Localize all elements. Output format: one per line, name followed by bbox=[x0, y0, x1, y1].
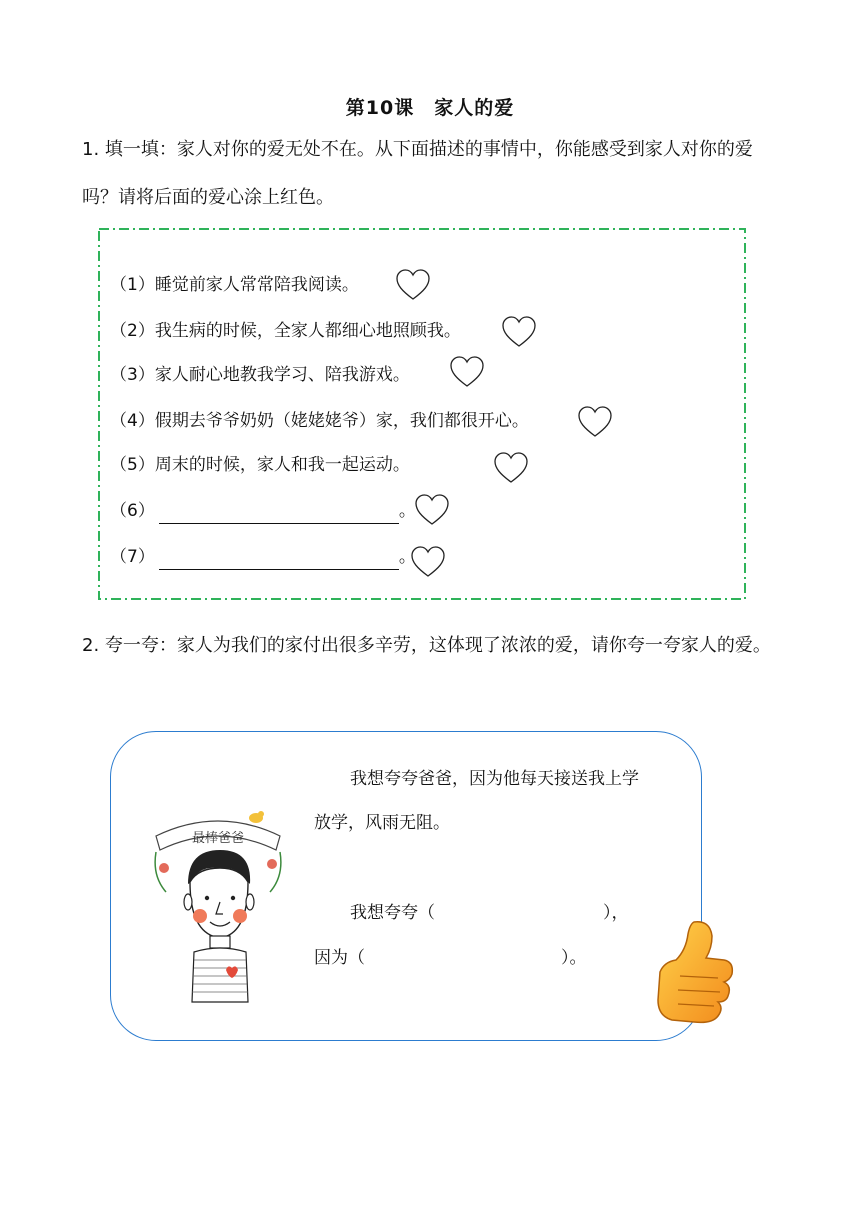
fill-blank[interactable] bbox=[159, 551, 399, 570]
heart-outline-icon[interactable] bbox=[494, 452, 528, 484]
list-item: （2）我生病的时候，全家人都细心地照顾我。 bbox=[110, 321, 461, 341]
fill-line-1: 我想夸夸（ ）， bbox=[350, 903, 629, 923]
list-item: （3）家人耐心地教我学习、陪我游戏。 bbox=[110, 365, 410, 385]
best-dad-illustration bbox=[148, 806, 288, 1006]
heart-outline-icon[interactable] bbox=[411, 546, 445, 578]
heart-outline-icon[interactable] bbox=[396, 269, 430, 301]
banner-label: 最棒爸爸 bbox=[191, 831, 245, 846]
heart-outline-icon[interactable] bbox=[502, 316, 536, 348]
question-1-prompt: 1. 填一填：家人对你的爱无处不在。从下面描述的事情中，你能感受到家人对你的爱吗？请将后面的爱心涂上红色。 bbox=[82, 139, 753, 208]
list-item: （4）假期去爷爷奶奶（姥姥姥爷）家，我们都很开心。 bbox=[110, 411, 529, 431]
question-2-prompt: 2. 夸一夸：家人为我们的家付出很多辛劳，这体现了浓浓的爱，请你夸一夸家人的爱。 bbox=[82, 635, 771, 656]
list-item: （7） 。 bbox=[110, 544, 416, 570]
example-line-2: 放学，风雨无阻。 bbox=[314, 813, 450, 833]
list-item: （5）周末的时候，家人和我一起运动。 bbox=[110, 455, 410, 475]
heart-outline-icon[interactable] bbox=[578, 406, 612, 438]
list-item: （1）睡觉前家人常常陪我阅读。 bbox=[110, 275, 359, 295]
thumbs-up-icon bbox=[654, 916, 736, 1026]
list-item: （6） 。 bbox=[110, 498, 416, 524]
fill-blank[interactable] bbox=[159, 505, 399, 524]
example-line-1: 我想夸夸爸爸，因为他每天接送我上学 bbox=[350, 769, 639, 789]
fill-line-2: 因为（ ）。 bbox=[314, 948, 587, 968]
page-title: 第10课 家人的爱 bbox=[345, 97, 515, 119]
heart-outline-icon[interactable] bbox=[415, 494, 449, 526]
heart-outline-icon[interactable] bbox=[450, 356, 484, 388]
